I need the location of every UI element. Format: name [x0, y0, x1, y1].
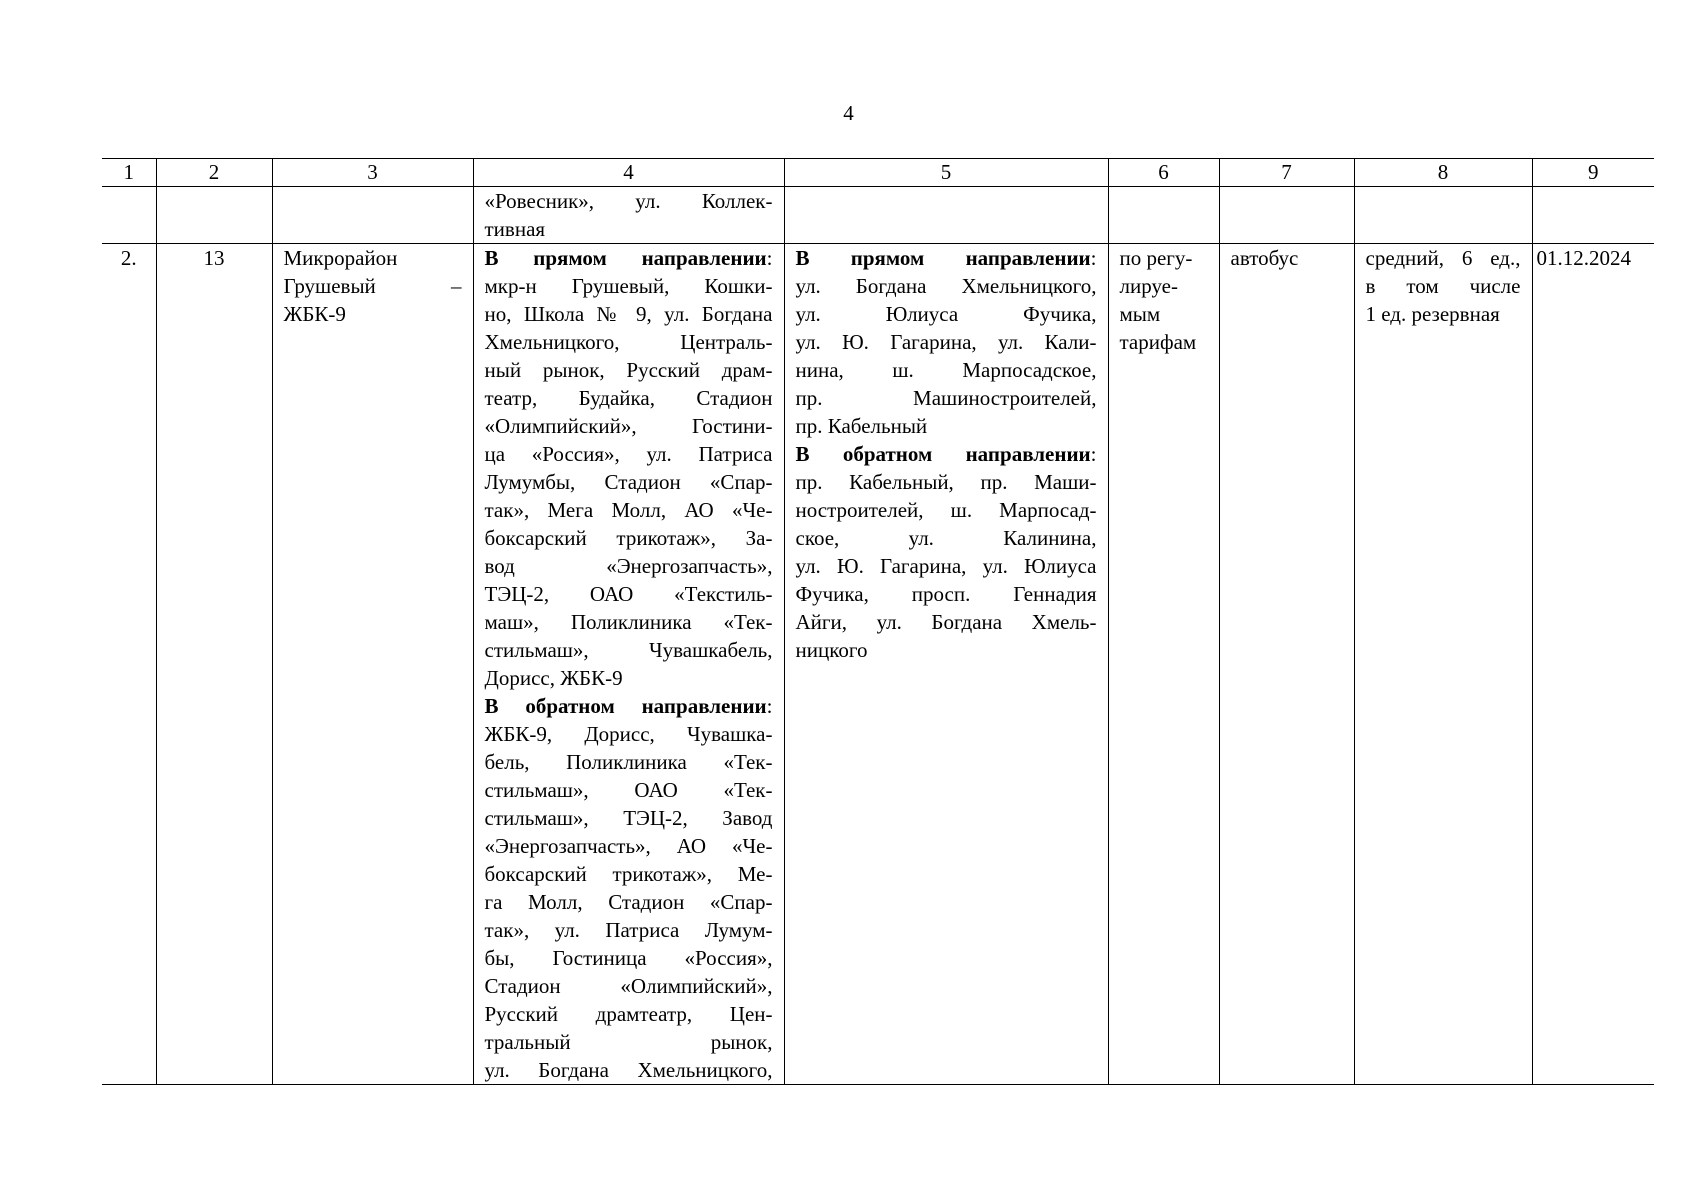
cont-stops-line: тивная [484, 217, 546, 241]
streets-line: пр. Машиностроителей, [795, 386, 1097, 410]
stops-backward-label: В обратном направлении [484, 694, 767, 718]
streets-backward-label: В обратном направлении [795, 442, 1091, 466]
stops-line: боксарский трикотаж», За- [484, 526, 773, 550]
stops-line: но, Школа № 9, ул. Богдана [484, 302, 773, 326]
stops-line: Стадион «Олимпийский», [484, 974, 773, 998]
stops-line: Хмельницкого, Централь- [484, 330, 773, 354]
tariff-line: мым [1119, 302, 1161, 326]
start-date: 01.12.2024 [1532, 244, 1654, 1085]
stops-line: ТЭЦ-2, ОАО «Текстиль- [484, 582, 773, 606]
stops-line: бы, Гостиница «Россия», [484, 946, 773, 970]
stops-forward-label: В прямом направлении [484, 246, 767, 270]
col-header-9: 9 [1532, 159, 1654, 187]
tariff-line: лируе- [1119, 274, 1178, 298]
col-header-2: 2 [156, 159, 272, 187]
route-row-number: 2. [102, 244, 156, 1085]
stops-line: га Молл, Стадион «Спар- [484, 890, 773, 914]
route-name-line: Грушевый – [283, 274, 462, 298]
col-header-7: 7 [1219, 159, 1354, 187]
route-name [272, 244, 473, 1085]
stops-line: так», ул. Патриса Лумум- [484, 918, 773, 942]
col-header-6: 6 [1108, 159, 1219, 187]
stops-line: ЖБК-9, Дорисс, Чувашка- [484, 722, 773, 746]
streets-line: Айги, ул. Богдана Хмель- [795, 610, 1097, 634]
stops-line: Лумумбы, Стадион «Спар- [484, 470, 773, 494]
stops-line: стильмаш», ТЭЦ-2, Завод [484, 806, 773, 830]
streets-line: ул. Юлиуса Фучика, [795, 302, 1097, 326]
streets-forward-label: В прямом направлении [795, 246, 1091, 270]
streets-forward-heading: В прямом направлении: [795, 246, 1097, 270]
stops-line: ул. Богдана Хмельницкого, [484, 1058, 773, 1082]
streets-line: ул. Ю. Гагарина, ул. Кали- [795, 330, 1097, 354]
stops-line: Русский драмтеатр, Цен- [484, 1002, 773, 1026]
vehicle-class [1354, 244, 1532, 1085]
streets-line: пр. Кабельный, пр. Маши- [795, 470, 1097, 494]
stops-line: так», Мега Молл, АО «Че- [484, 498, 773, 522]
streets-backward-heading: В обратном направлении: [795, 442, 1097, 466]
tariff-line: по регу- [1119, 246, 1193, 270]
stops-line: вод «Энергозапчасть», [484, 554, 773, 578]
stops-line: «Энергозапчасть», АО «Че- [484, 834, 773, 858]
cont-cell-9 [1532, 187, 1654, 244]
stops-line: ный рынок, Русский драм- [484, 358, 773, 382]
vehicle-type: автобус [1219, 244, 1354, 1085]
vehicle-class-line: в том числе [1365, 274, 1521, 298]
stops-forward-heading: В прямом направлении: [484, 246, 773, 270]
route-number: 13 [156, 244, 272, 1085]
stops-line: боксарский трикотаж», Ме- [484, 862, 773, 886]
cont-cell-4 [473, 187, 784, 244]
tariff-line: тарифам [1119, 330, 1197, 354]
stops-line: ца «Россия», ул. Патриса [484, 442, 773, 466]
streets-line: ул. Ю. Гагарина, ул. Юлиуса [795, 554, 1097, 578]
col-header-8: 8 [1354, 159, 1532, 187]
stops-line: мкр-н Грушевый, Кошки- [484, 274, 773, 298]
stops-line: Дорисс, ЖБК-9 [484, 666, 623, 690]
stops-backward-heading: В обратном направлении: [484, 694, 773, 718]
streets-line: ностроителей, ш. Марпосад- [795, 498, 1097, 522]
vehicle-class-line: 1 ед. резервная [1365, 302, 1500, 326]
streets-line: ницкого [795, 638, 868, 662]
cont-cell-5 [784, 187, 1108, 244]
cont-cell-6 [1108, 187, 1219, 244]
cont-cell-3 [272, 187, 473, 244]
continuation-row [102, 187, 1654, 244]
streets-line: ское, ул. Калинина, [795, 526, 1097, 550]
col-header-1: 1 [102, 159, 156, 187]
route-stops [473, 244, 784, 1085]
stops-line: стильмаш», Чувашкабель, [484, 638, 773, 662]
streets-line: нина, ш. Марпосадское, [795, 358, 1097, 382]
stops-line: маш», Поликлиника «Тек- [484, 610, 773, 634]
stops-line: «Олимпийский», Гостини- [484, 414, 773, 438]
cont-cell-2 [156, 187, 272, 244]
page-number: 4 [843, 101, 854, 125]
streets-line: Фучика, просп. Геннадия [795, 582, 1097, 606]
tariff-cell [1108, 244, 1219, 1085]
route-name-line: ЖБК-9 [283, 302, 346, 326]
streets-line: ул. Богдана Хмельницкого, [795, 274, 1097, 298]
streets-line: пр. Кабельный [795, 414, 928, 438]
cont-cell-8 [1354, 187, 1532, 244]
cont-cell-7 [1219, 187, 1354, 244]
route-name-line: Микрорайон [283, 246, 398, 270]
cont-stops-line: «Ровесник», ул. Коллек- [484, 189, 773, 213]
col-header-4: 4 [473, 159, 784, 187]
stops-line: стильмаш», ОАО «Тек- [484, 778, 773, 802]
route-streets [784, 244, 1108, 1085]
header-row [102, 159, 1654, 187]
routes-table [102, 158, 1654, 1085]
stops-line: театр, Будайка, Стадион [484, 386, 773, 410]
route-row [102, 244, 1654, 1085]
cont-cell-1 [102, 187, 156, 244]
col-header-3: 3 [272, 159, 473, 187]
col-header-5: 5 [784, 159, 1108, 187]
vehicle-class-line: средний, 6 ед., [1365, 246, 1521, 270]
stops-line: бель, Поликлиника «Тек- [484, 750, 773, 774]
stops-line: тральный рынок, [484, 1030, 773, 1054]
